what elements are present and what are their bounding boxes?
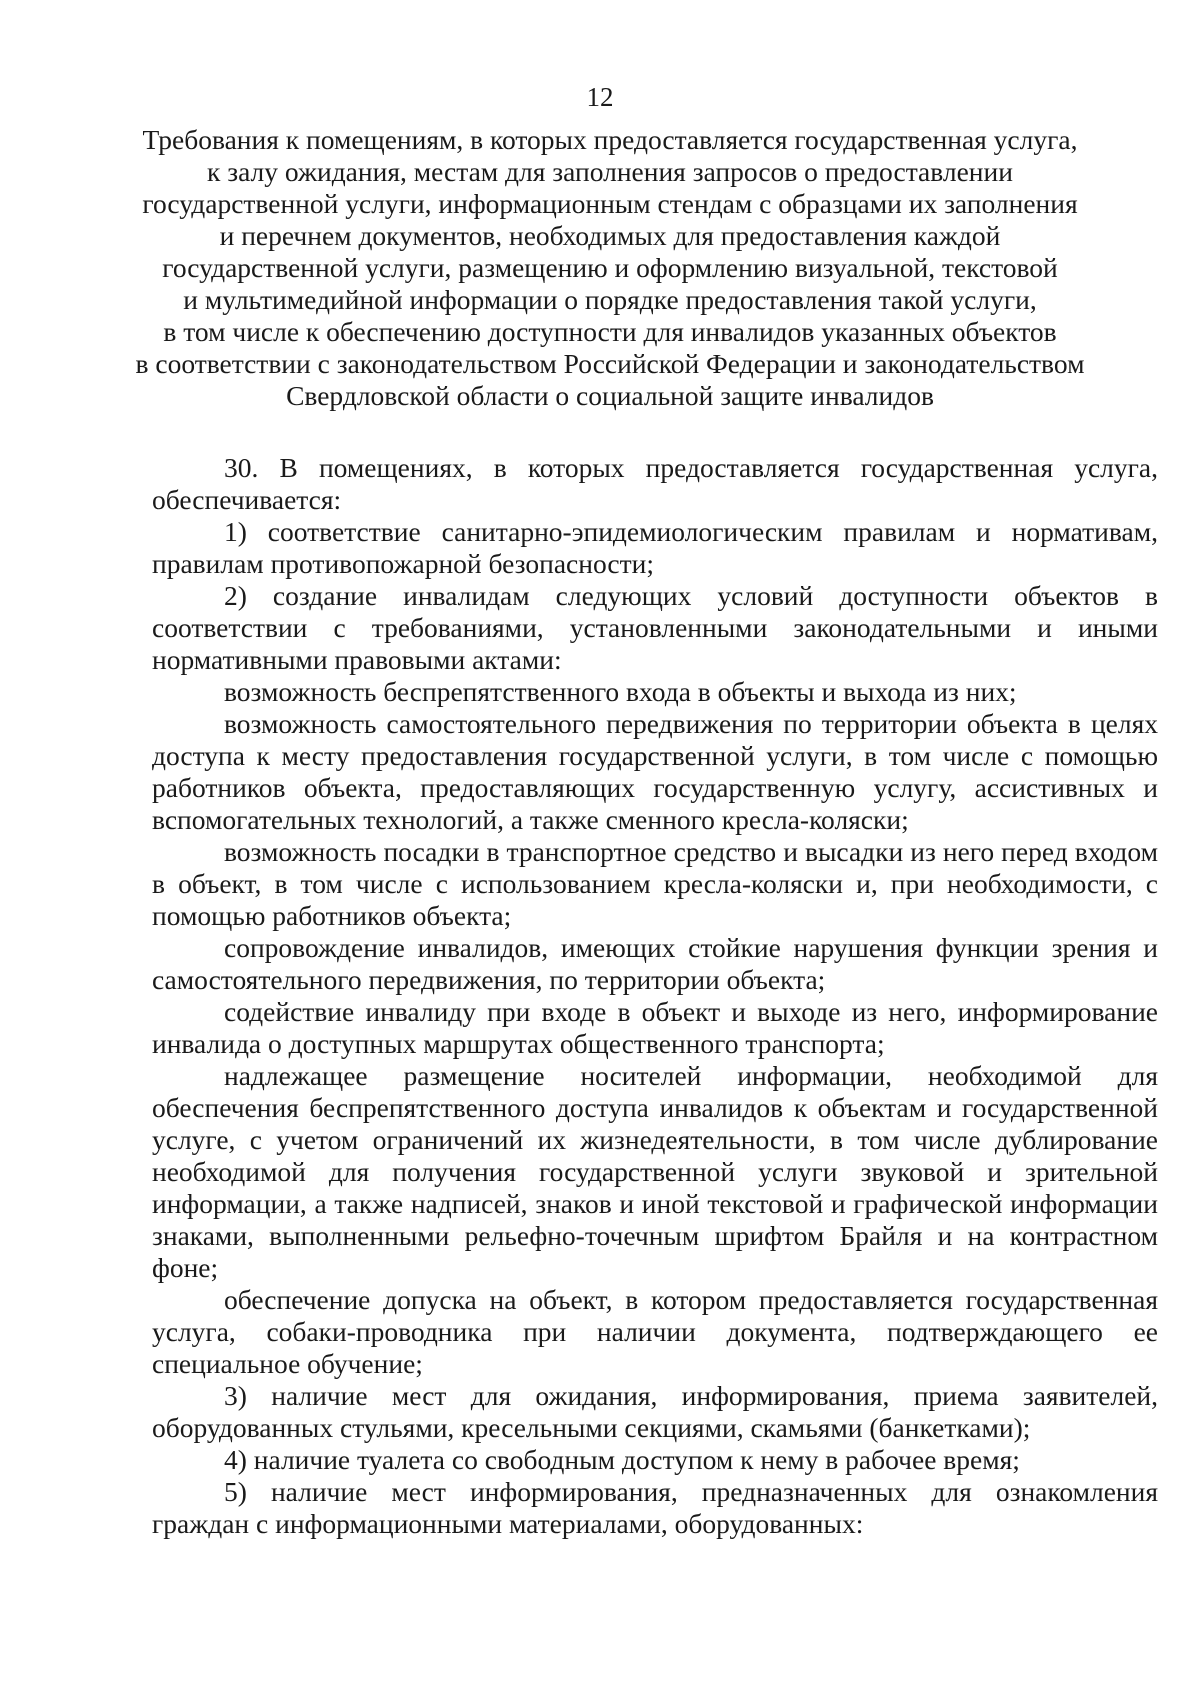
paragraph-bullet: содействие инвалиду при входе в объект и выходе из него, информирование инвалида о доступных маршрутах общественного транспорта; <box>152 996 1158 1059</box>
paragraph-sub-3: 3) наличие мест для ожидания, информирования, приема заявителей, оборудованных стульями, кресельными секциями, скамьями (банкетками); <box>152 1380 1158 1443</box>
page-number: 12 <box>586 82 614 112</box>
paragraph-sub-1: 1) соответствие санитарно-эпидемиологическим правилам и нормативам, правилам противопожарной безопасности; <box>152 516 1158 579</box>
heading-line: государственной услуги, информационным стендам с образцами их заполнения <box>142 188 1078 219</box>
paragraph-bullet: возможность посадки в транспортное средство и высадки из него перед входом в объект, в том числе с использованием кресла-коляски и, при необходимости, с помощью работников объекта; <box>152 836 1158 931</box>
paragraph-item-30: 30. В помещениях, в которых предоставляется государственная услуга, обеспечивается: <box>152 452 1158 515</box>
document-body <box>152 452 1158 1540</box>
heading-line: и перечнем документов, необходимых для предоставления каждой <box>219 220 1001 251</box>
heading-line: в том числе к обеспечению доступности для инвалидов указанных объектов <box>163 316 1057 347</box>
heading-line: к залу ожидания, местам для заполнения запросов о предоставлении <box>207 156 1013 187</box>
paragraph-sub-4: 4) наличие туалета со свободным доступом к нему в рабочее время; <box>224 1444 1020 1475</box>
paragraph-bullet: возможность беспрепятственного входа в объекты и выхода из них; <box>224 676 1017 707</box>
heading-line: государственной услуги, размещению и оформлению визуальной, текстовой <box>162 252 1058 283</box>
heading-line: в соответствии с законодательством Российской Федерации и законодательством <box>135 348 1085 379</box>
paragraph-sub-2: 2) создание инвалидам следующих условий доступности объектов в соответствии с требованиями, установленными законодательными и иными нормативными правовыми актами: <box>152 580 1158 675</box>
paragraph-bullet: обеспечение допуска на объект, в котором предоставляется государственная услуга, собаки-проводника при наличии документа, подтверждающего ее специальное обучение; <box>152 1284 1158 1379</box>
paragraph-sub-5: 5) наличие мест информирования, предназначенных для ознакомления граждан с информационными материалами, оборудованных: <box>152 1476 1158 1539</box>
heading-line: и мультимедийной информации о порядке предоставления такой услуги, <box>183 284 1037 315</box>
paragraph-bullet: сопровождение инвалидов, имеющих стойкие нарушения функции зрения и самостоятельного передвижения, по территории объекта; <box>152 932 1158 995</box>
heading-line: Требования к помещениям, в которых предоставляется государственная услуга, <box>142 124 1078 155</box>
paragraph-bullet: возможность самостоятельного передвижения по территории объекта в целях доступа к месту предоставления государственной услуги, в том числе с помощью работников объекта, предоставляющих государственную услугу, ассистивных и вспомогательных технологий, а также сменного кресла-коляски; <box>152 708 1158 835</box>
paragraph-bullet: надлежащее размещение носителей информации, необходимой для обеспечения беспрепятственного доступа инвалидов к объектам и государственной услуге, с учетом ограничений их жизнедеятельности, в том числе дублирование необходимой для получения государственной услуги звуковой и зрительной информации, а также надписей, знаков и иной текстовой и графической информации знаками, выполненными рельефно-точечным шрифтом Брайля и на контрастном фоне; <box>152 1060 1158 1283</box>
section-heading <box>130 124 1090 412</box>
heading-line: Свердловской области о социальной защите инвалидов <box>286 380 934 411</box>
